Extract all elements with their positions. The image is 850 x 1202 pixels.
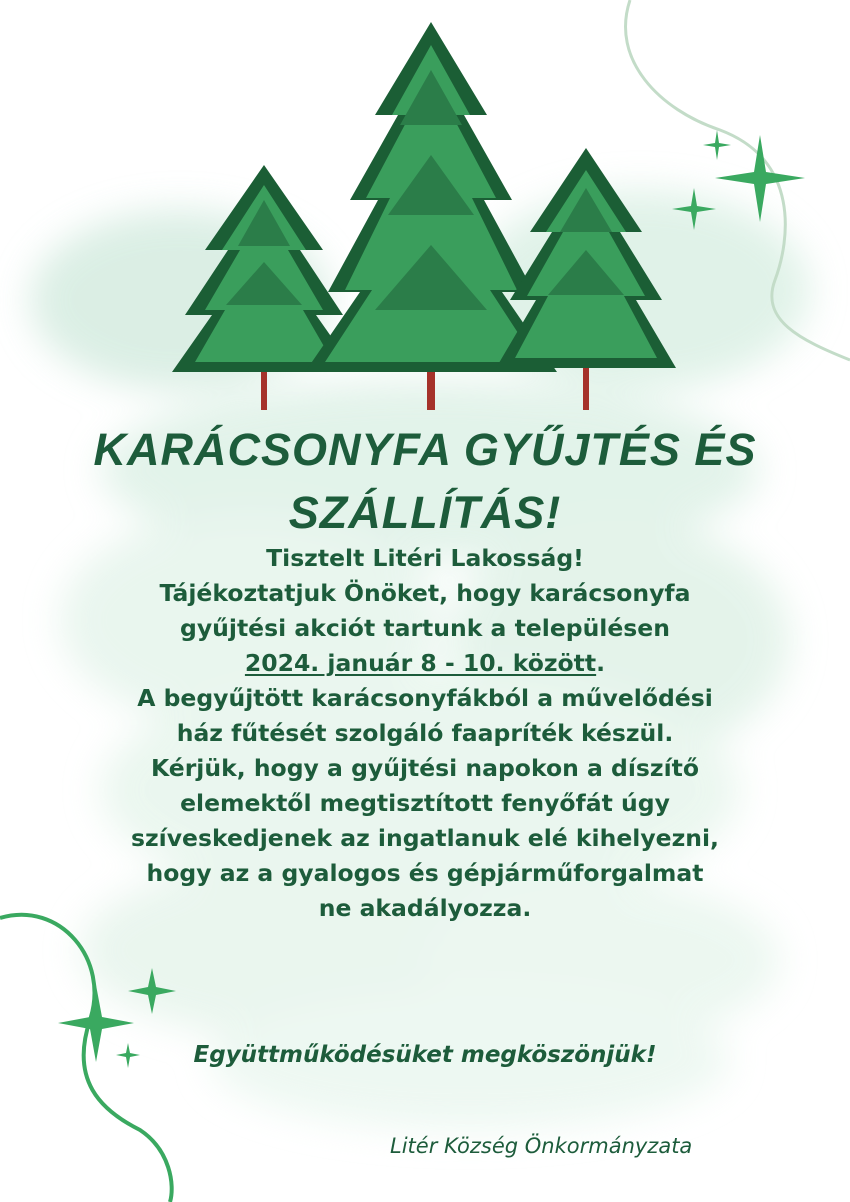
body-line: gyűjtési akciót tartunk a településen: [180, 614, 670, 642]
date-line: [60, 646, 790, 681]
body-line: A begyűjtött karácsonyfákból a művelődési: [137, 684, 713, 712]
thanks-message: Együttműködésüket megköszönjük!: [193, 1042, 657, 1068]
title-line-1: KARÁCSONYFA GYŰJTÉS ÉS: [93, 424, 757, 475]
body-line: Kérjük, hogy a gyűjtési napokon a díszítő: [150, 754, 700, 782]
body-line: szíveskedjenek az ingatlanuk elé kihelyezni,: [131, 824, 719, 852]
date-suffix: .: [596, 649, 606, 677]
body-line: ház fűtését szolgáló faapríték készül.: [176, 719, 674, 747]
collection-date: 2024. január 8 - 10. között: [244, 649, 597, 677]
title-line-2: SZÁLLÍTÁS!: [288, 487, 562, 538]
signature: Litér Község Önkormányzata: [390, 1134, 693, 1158]
body-line: Tájékoztatjuk Önöket, hogy karácsonyfa: [159, 579, 691, 607]
announcement-body: [60, 541, 790, 926]
body-line: ne akadályozza.: [318, 894, 532, 922]
body-line: hogy az a gyalogos és gépjárműforgalmat: [146, 859, 704, 887]
greeting: Tisztelt Litéri Lakosság!: [266, 544, 584, 572]
page-title: [0, 418, 850, 544]
body-line: elemektől megtisztított fenyőfát úgy: [180, 789, 670, 817]
